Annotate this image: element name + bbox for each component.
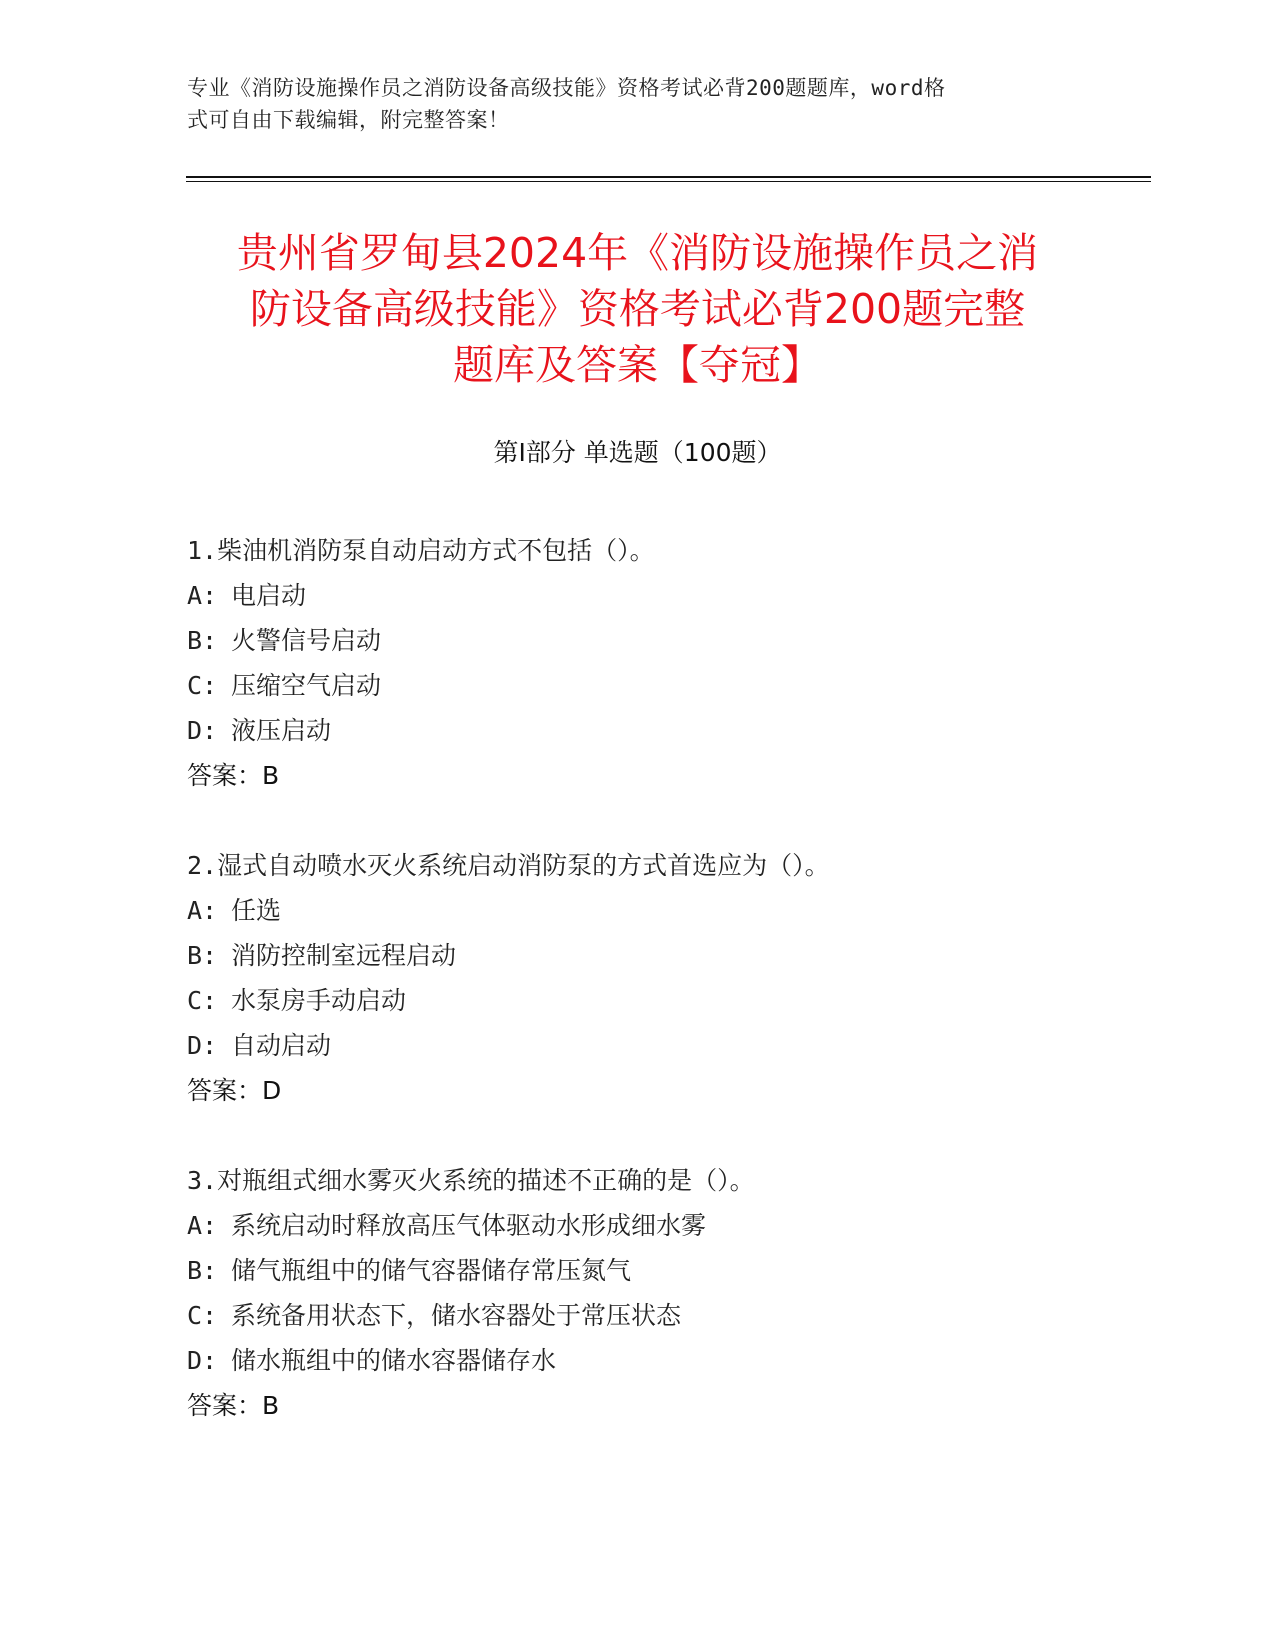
option-letter: A: bbox=[187, 581, 218, 610]
option-text: 电启动 bbox=[231, 581, 307, 610]
question-item bbox=[187, 528, 1147, 798]
question-item bbox=[187, 1158, 1147, 1428]
question-list bbox=[187, 528, 1147, 1473]
option-letter: C: bbox=[187, 1301, 218, 1330]
option-text: 系统备用状态下，储水容器处于常压状态 bbox=[231, 1301, 682, 1330]
header-divider-thin bbox=[186, 181, 1151, 182]
question-item bbox=[187, 843, 1147, 1113]
option-d bbox=[187, 1023, 1147, 1068]
header-note-line-2: 式可自由下载编辑，附完整答案！ bbox=[187, 108, 510, 132]
answer-line: 答案：D bbox=[187, 1076, 282, 1105]
option-d bbox=[187, 708, 1147, 753]
document-title bbox=[170, 225, 1105, 393]
answer-line: 答案：B bbox=[187, 761, 280, 790]
header-note bbox=[187, 72, 1067, 136]
option-letter: A: bbox=[187, 896, 218, 925]
document-title-line-2: 防设备高级技能》资格考试必背200题完整 bbox=[249, 285, 1026, 333]
option-a bbox=[187, 1203, 1147, 1248]
question-stem: 2.湿式自动喷水灭火系统启动消防泵的方式首选应为（）。 bbox=[187, 851, 830, 880]
document-title-line-3: 题库及答案【夺冠】 bbox=[453, 341, 822, 389]
option-letter: B: bbox=[187, 626, 218, 655]
option-letter: D: bbox=[187, 716, 218, 745]
option-letter: B: bbox=[187, 1256, 218, 1285]
option-letter: D: bbox=[187, 1346, 218, 1375]
option-text: 自动启动 bbox=[231, 1031, 332, 1060]
option-text: 储气瓶组中的储气容器储存常压氮气 bbox=[231, 1256, 632, 1285]
option-a bbox=[187, 573, 1147, 618]
option-text: 任选 bbox=[231, 896, 282, 925]
question-stem: 3.对瓶组式细水雾灭火系统的描述不正确的是（）。 bbox=[187, 1166, 755, 1195]
option-text: 液压启动 bbox=[231, 716, 332, 745]
option-text: 消防控制室远程启动 bbox=[231, 941, 457, 970]
option-d bbox=[187, 1338, 1147, 1383]
option-letter: D: bbox=[187, 1031, 218, 1060]
answer-line: 答案：B bbox=[187, 1391, 280, 1420]
option-text: 压缩空气启动 bbox=[231, 671, 382, 700]
option-c bbox=[187, 663, 1147, 708]
question-stem: 1.柴油机消防泵自动启动方式不包括（）。 bbox=[187, 536, 655, 565]
option-b bbox=[187, 1248, 1147, 1293]
option-text: 水泵房手动启动 bbox=[231, 986, 407, 1015]
header-note-line-1: 专业《消防设施操作员之消防设备高级技能》资格考试必背200题题库，word格 bbox=[187, 76, 946, 100]
option-text: 储水瓶组中的储水容器储存水 bbox=[231, 1346, 557, 1375]
option-b bbox=[187, 618, 1147, 663]
header-divider-thick bbox=[186, 176, 1151, 178]
option-c bbox=[187, 978, 1147, 1023]
section-heading: 第Ⅰ部分 单选题（100题） bbox=[493, 438, 782, 467]
option-letter: A: bbox=[187, 1211, 218, 1240]
option-letter: C: bbox=[187, 986, 218, 1015]
option-text: 系统启动时释放高压气体驱动水形成细水雾 bbox=[231, 1211, 707, 1240]
document-title-line-1: 贵州省罗甸县2024年《消防设施操作员之消 bbox=[236, 229, 1039, 277]
option-a bbox=[187, 888, 1147, 933]
option-b bbox=[187, 933, 1147, 978]
option-letter: C: bbox=[187, 671, 218, 700]
option-c bbox=[187, 1293, 1147, 1338]
option-letter: B: bbox=[187, 941, 218, 970]
option-text: 火警信号启动 bbox=[231, 626, 382, 655]
